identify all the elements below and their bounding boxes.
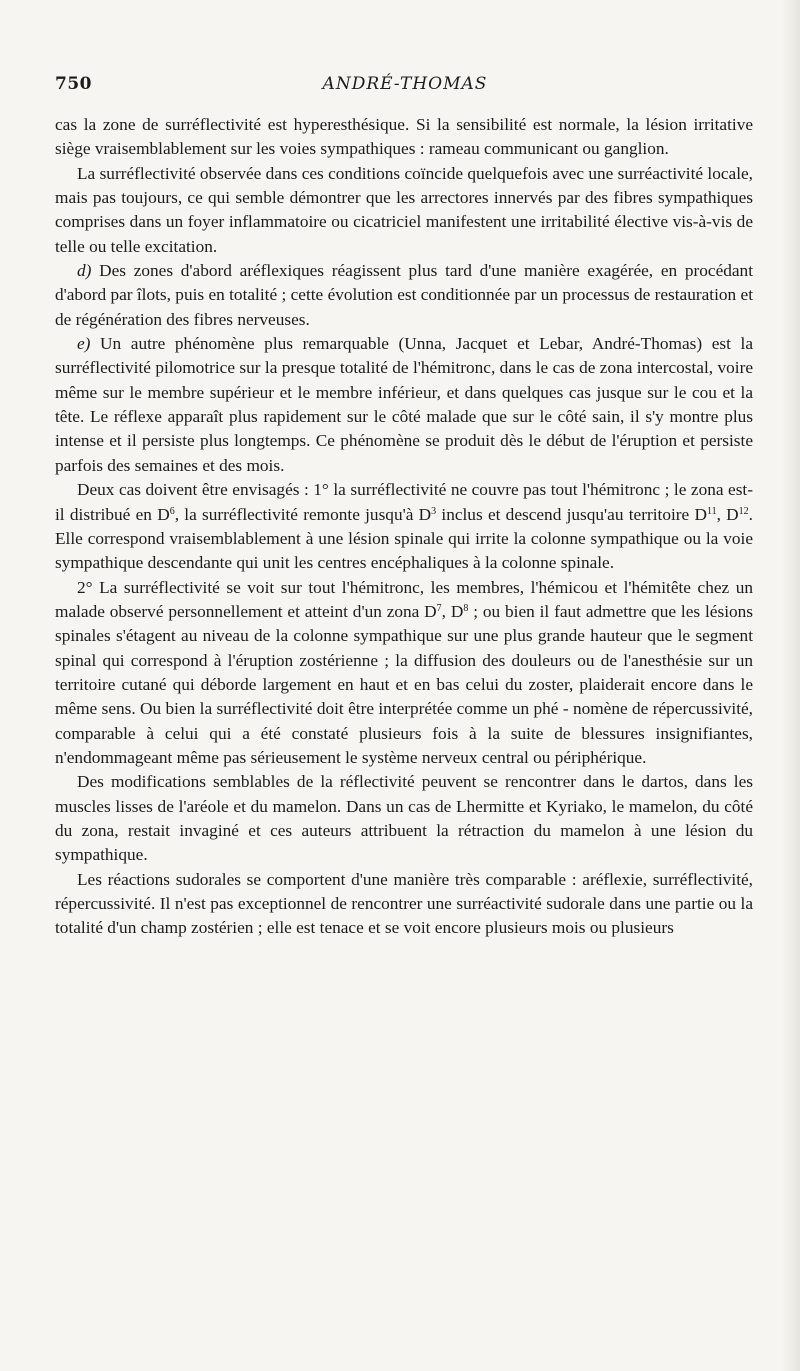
paragraph-2-case: 2° La surréflectivité se voit sur tout l'hémitronc, les membres, l'hémicou et l'hémitête chez un malade observé personnellement et atteint d'un zona $D^7$, $D^8$ ; ou bien il faut admettre que les lésions spinales s'étagent au niveau de la colonne sympathique sur une plus grande hauteur que le segment spinal qui correspond à l'éruption zostérienne ; la diffusion des douleurs ou de l'anesthésie sur un territoire cutané qui déborde largement en haut et en bas celui du zoster, plaiderait encore dans le même sens. Ou bien la surréflectivité doit être interprétée comme un phé - nomène de répercussivité, comparable à celui qui a été constaté plusieurs fois à la suite de blessures insignifiantes, n'endommageant même pas sérieusement le système nerveux central ou périphérique. — [55, 577, 753, 767]
paragraph-reactions-sudorales: Les réactions sudorales se comportent d'une manière très comparable : aréflexie, surréflectivité, répercussivité. Il n'est pas exceptionnel de rencontrer une surréactivité sudorale dans une partie ou la totalité d'un champ zostérien ; elle est tenace et se voit encore plusieurs mois ou plusieurs — [55, 869, 753, 938]
item-label-e: e) — [77, 334, 91, 354]
body-text — [55, 113, 753, 941]
paragraph-2: La surréflectivité observée dans ces conditions coïncide quelquefois avec une surréactivité locale, mais pas toujours, ce qui semble démontrer que les arrectores innervés par des fibres sympathiques comprises dans un foyer inflammatoire ou cicatriciel manifestent une irritabilité élective vis-à-vis de telle ou telle excitation. — [55, 163, 753, 256]
paragraph-d: d) Des zones d'abord aréflexiques réagissent plus tard d'une manière exagérée, en procédant d'abord par îlots, puis en totalité ; cette évolution est conditionnée par un processus de restauration et de régénération des fibres nerveuses. — [55, 261, 753, 329]
page-number: 750 — [55, 74, 92, 94]
superscript: 11 — [706, 505, 717, 517]
superscript: 12 — [738, 505, 749, 517]
item-label-d: d) — [77, 261, 92, 281]
page-edge-shadow — [782, 0, 800, 1371]
paragraph-e: e) Un autre phénomène plus remarquable (Unna, Jacquet et Lebar, André-Thomas) est la surréflectivité pilomotrice sur la presque totalité de l'hémitronc, dans le cas de zona intercostal, voire même sur le membre supérieur et le membre inférieur, et dans quelques cas jusque sur le cou et la tête. Le réflexe apparaît plus rapidement sur le côté malade que sur le côté sain, il s'y montre plus intense et il persiste plus longtemps. Ce phénomène se produit dès le début de l'éruption et persiste parfois des semaines et des mois. — [55, 334, 753, 475]
paragraph-1: cas la zone de surréflectivité est hyperesthésique. Si la sensibilité est normale, la lésion irritative siège vraisemblablement sur les voies sympathiques : rameau communicant ou ganglion. — [55, 115, 753, 159]
running-head: ANDRÉ-THOMAS — [322, 74, 488, 94]
paragraph-deux-cas: Deux cas doivent être envisagés : 1° la surréflectivité ne couvre pas tout l'hémitronc ; le zona est-il distribué en $D^6$, la surréflectivité remonte jusqu'à $D^3$ inclus et descend jusqu'au territoire $D^{11}$, $D^{12}$. Elle correspond vraisemblablement à une lésion spinale qui irrite la colonne sympathique ou la voie sympathique descendante qui unit les centres encéphaliques à la colonne spinale. — [55, 480, 753, 573]
page-header — [55, 74, 755, 98]
superscript: 3 — [431, 505, 437, 517]
superscript: 7 — [436, 602, 442, 614]
paragraph-modifications: Des modifications semblables de la réflectivité peuvent se rencontrer dans le dartos, dans les muscles lisses de l'aréole et du mamelon. Dans un cas de Lhermitte et Kyriako, le mamelon, du côté du zona, restait invaginé et ces auteurs attribuent la rétraction du mamelon à une lésion du sympathique. — [55, 772, 753, 865]
superscript: 6 — [169, 505, 175, 517]
superscript: 8 — [463, 602, 469, 614]
